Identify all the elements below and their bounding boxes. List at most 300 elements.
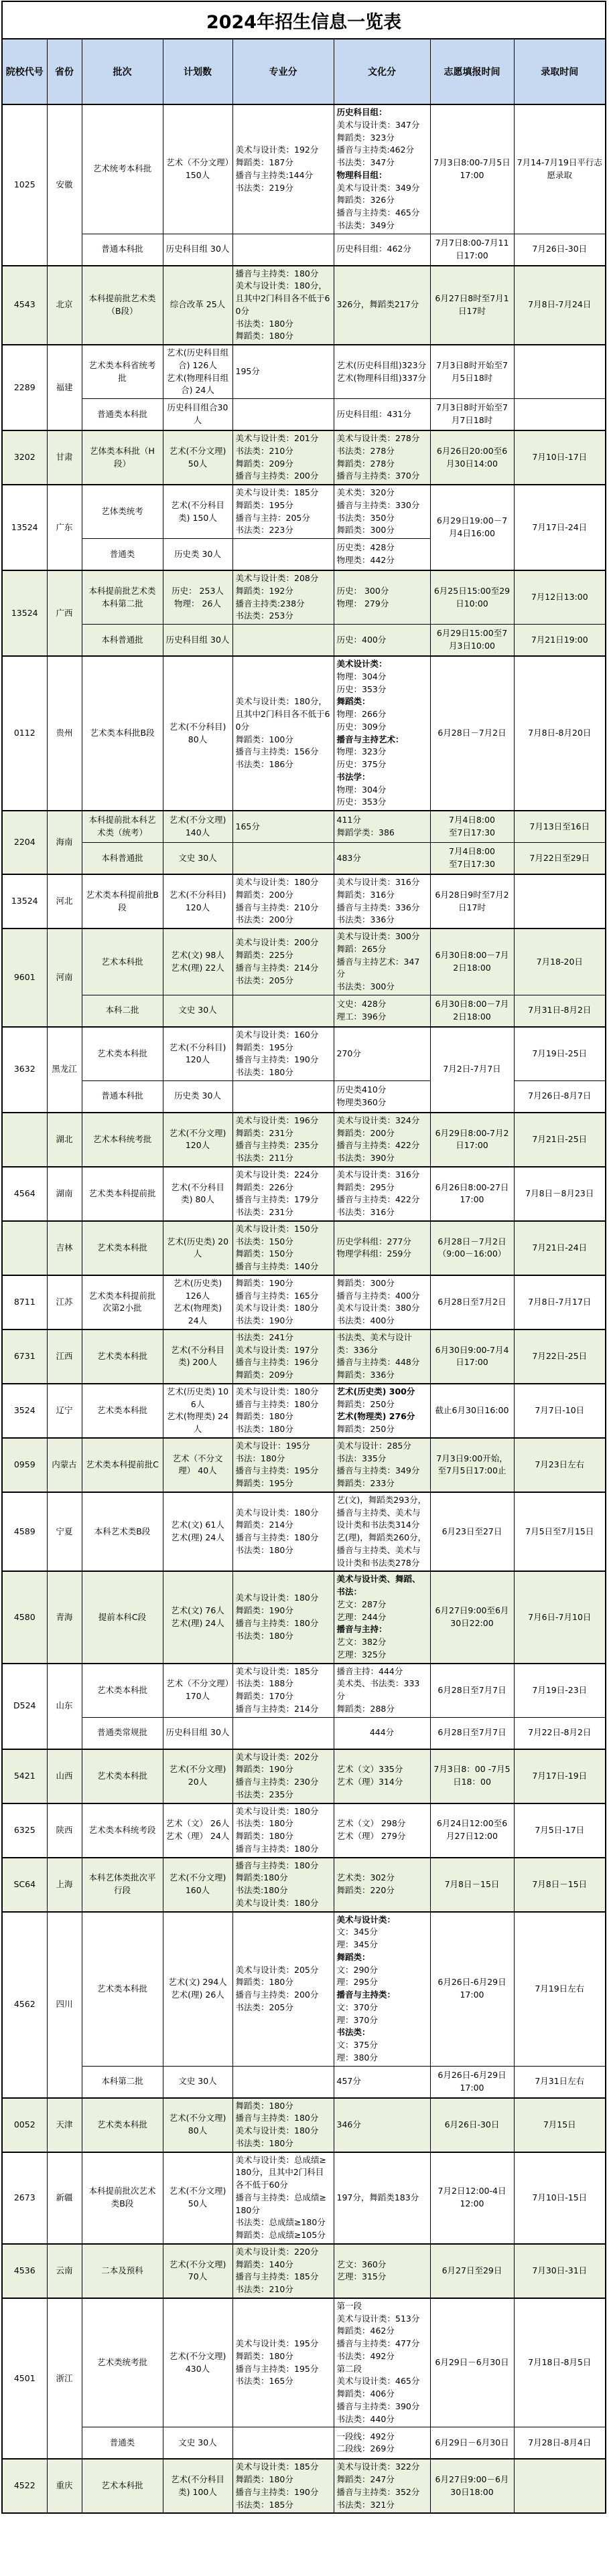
table-row bbox=[2, 995, 606, 1027]
cell-major-score bbox=[232, 995, 334, 1027]
cell-admission-time: 7月18-20日 bbox=[514, 929, 606, 995]
table-row bbox=[2, 345, 606, 399]
cell-province: 四川 bbox=[47, 1912, 82, 2098]
cell-batch: 艺体类统考 bbox=[82, 485, 163, 539]
cell-major-score: 美术与设计类：192分 舞蹈类：187分 播音与主持类:144分 书法类：219分 bbox=[232, 104, 334, 234]
cell-batch: 普通本科批 bbox=[82, 234, 163, 266]
cell-apply-time: 6月27日9:00至6月30日22:00 bbox=[430, 1571, 514, 1663]
table-row bbox=[2, 399, 606, 431]
table-row bbox=[2, 1664, 606, 1718]
cell-province: 湖南 bbox=[47, 1167, 82, 1221]
cell-culture-score: 411分 舞蹈学类：386 bbox=[334, 811, 430, 843]
cell-school-code bbox=[2, 1113, 47, 1167]
col-plan-count: 计划数 bbox=[163, 39, 232, 104]
cell-batch: 本科艺体类批次平行段 bbox=[82, 1858, 163, 1912]
cell-admission-time: 7月22日-8月2日 bbox=[514, 1717, 606, 1749]
cell-culture-score: 历史学科组：277分 物理学科组：259分 bbox=[334, 1221, 430, 1275]
cell-batch: 本科提前批艺术类（B段） bbox=[82, 266, 163, 345]
cell-admission-time: 7月18日-8月5日 bbox=[514, 2298, 606, 2427]
table-row bbox=[2, 104, 606, 234]
cell-plan-count: 艺术(不分文理) 70人 bbox=[163, 2244, 232, 2298]
cell-apply-time: 6月26日8:00-27日17:00 bbox=[430, 1167, 514, 1221]
cell-batch: 艺术类本科批 bbox=[82, 1664, 163, 1718]
cell-admission-time: 7月17日-19日 bbox=[514, 1749, 606, 1803]
cell-school-code: 5421 bbox=[2, 1749, 47, 1803]
table-row bbox=[2, 1330, 606, 1384]
cell-apply-time: 6月29日19:00－7月4日16:00 bbox=[430, 485, 514, 570]
cell-plan-count: 历史科目组 30人 bbox=[163, 625, 232, 657]
cell-province: 青海 bbox=[47, 1571, 82, 1663]
cell-culture-score: 艺(文)，舞蹈类293分， 播音与主持类、美术与设计类和书法类314分 艺(理)，舞蹈类260分， 播音与主持类、美术与设计类和书法类278分 bbox=[334, 1492, 430, 1572]
cell-school-code: 3632 bbox=[2, 1027, 47, 1113]
cell-admission-time: 7月22日-25日 bbox=[514, 1330, 606, 1384]
table-row bbox=[2, 1113, 606, 1167]
cell-school-code: 4562 bbox=[2, 1912, 47, 2098]
cell-admission-time: 7月21日-24日 bbox=[514, 1221, 606, 1275]
cell-apply-time: 6月28日－7月2日 （9:00－16:00） bbox=[430, 1221, 514, 1275]
table-row bbox=[2, 266, 606, 345]
cell-batch: 艺术类本科提前批次第2小批 bbox=[82, 1275, 163, 1330]
cell-culture-score: 美术与设计类：278分 书法类：278分 舞蹈类：278分 播音与主持类：370分 bbox=[334, 430, 430, 485]
cell-batch: 普通类 bbox=[82, 2427, 163, 2460]
cell-culture-score: 美术与设计类： 文：345分 理：345分 舞蹈类： 文：290分 理：295分 播音与主持类： 文：370分 理：370分 书法类： 文：375分 理：380分 bbox=[334, 1912, 430, 2067]
cell-apply-time: 6月26日-6月29日 17:00 bbox=[430, 2066, 514, 2098]
cell-major-score: 美术与设计类：200分 舞蹈类：225分 播音与主持类：214分 书法类：205分 bbox=[232, 929, 334, 995]
cell-school-code bbox=[2, 1221, 47, 1275]
cell-plan-count: 综合改革 25人 bbox=[163, 266, 232, 345]
cell-school-code: 0052 bbox=[2, 2098, 47, 2152]
cell-plan-count: 艺术（不分文理）170人 bbox=[163, 1664, 232, 1718]
cell-school-code: 13524 bbox=[2, 874, 47, 929]
cell-school-code: 4589 bbox=[2, 1492, 47, 1572]
cell-school-code: 0959 bbox=[2, 1438, 47, 1492]
cell-plan-count: 文史 30人 bbox=[163, 995, 232, 1027]
table-row bbox=[2, 1571, 606, 1663]
cell-culture-score: 326分，舞蹈类217分 bbox=[334, 266, 430, 345]
cell-admission-time bbox=[514, 345, 606, 399]
cell-plan-count: 历史科目组 30人 bbox=[163, 234, 232, 266]
cell-apply-time: 6月24日12:00至6月27日12:00 bbox=[430, 1803, 514, 1858]
cell-culture-score: 历史科目组： 美术与设计类：347分 舞蹈类：323分 播音与主持类:462分 书法类：347分 物理科目组： 美术与设计类：349分 舞蹈类：326分 播音与主持类：465分 书法类：349分 bbox=[334, 104, 430, 234]
cell-culture-score: 艺术（文） 298分 艺术（理） 279分 bbox=[334, 1803, 430, 1858]
cell-major-score: 165分 bbox=[232, 811, 334, 843]
cell-culture-score: 艺术(历史科目组)323分 艺术(物理科目组)337分 bbox=[334, 345, 430, 399]
cell-province: 北京 bbox=[47, 266, 82, 345]
cell-apply-time: 6月29日－6月30日 bbox=[430, 2298, 514, 2427]
table-row bbox=[2, 2298, 606, 2427]
cell-school-code: 3202 bbox=[2, 430, 47, 485]
cell-admission-time: 7月13日至16日 bbox=[514, 811, 606, 843]
cell-school-code: 0112 bbox=[2, 656, 47, 811]
cell-culture-score: 美术与设计类：322分 舞蹈类：247分 播音与主持类：352分 书法类：321分 bbox=[334, 2459, 430, 2513]
cell-school-code: 6325 bbox=[2, 1803, 47, 1858]
cell-admission-time: 7月8日-8月20日 bbox=[514, 656, 606, 811]
table-row bbox=[2, 929, 606, 995]
cell-plan-count: 文史 30人 bbox=[163, 843, 232, 875]
cell-admission-time: 7月21日19:00 bbox=[514, 625, 606, 657]
table-row bbox=[2, 485, 606, 539]
cell-apply-time: 6月28日－7月2日 bbox=[430, 656, 514, 811]
cell-admission-time: 7月10日-15日 bbox=[514, 2152, 606, 2244]
cell-major-score: 美术与设计类：180分 舞蹈类：190分 播音与主持类：180分 书法类：180分 bbox=[232, 1571, 334, 1663]
cell-culture-score: 457分 bbox=[334, 2066, 430, 2098]
cell-admission-time: 7月17日-24日 bbox=[514, 485, 606, 570]
cell-culture-score: 文史：428分 理工：396分 bbox=[334, 995, 430, 1027]
cell-school-code: 4580 bbox=[2, 1571, 47, 1663]
cell-major-score: 播音与主持类：180分 舞蹈类:180分 书法类:180分 美术与设计类：180分 bbox=[232, 1858, 334, 1912]
cell-province: 山西 bbox=[47, 1749, 82, 1803]
cell-batch: 艺术类本科批 bbox=[82, 1027, 163, 1081]
cell-culture-score: 历史类410分 物理类360分 bbox=[334, 1080, 430, 1113]
cell-batch: 本科提前批次艺术类B段 bbox=[82, 2152, 163, 2244]
cell-admission-time: 7月8日－15日 bbox=[514, 1858, 606, 1912]
table-row bbox=[2, 1492, 606, 1572]
cell-province: 陕西 bbox=[47, 1803, 82, 1858]
cell-admission-time: 7月26日-8月7日 bbox=[514, 1080, 606, 1113]
cell-apply-time: 6月28日至7月7日 bbox=[430, 1717, 514, 1749]
cell-plan-count: 艺术(不分文理) 140人 bbox=[163, 811, 232, 843]
cell-major-score: 美术与设计类：205分 舞蹈类：180分 播音与主持类：200分 书法类：205分 bbox=[232, 1912, 334, 2067]
table-row bbox=[2, 1749, 606, 1803]
cell-batch: 普通类本科批 bbox=[82, 399, 163, 431]
table-row bbox=[2, 1438, 606, 1492]
cell-culture-score: 第一段 美术与设计类：513分 舞蹈类：462分 播音与主持类：477分 书法类：492分 第二段 美术与设计类：465分 舞蹈类：406分 播音与主持类：390分 书法类：440分 bbox=[334, 2298, 430, 2427]
cell-admission-time: 7月5日-17日 bbox=[514, 1803, 606, 1858]
cell-culture-score: 美术设计类： 物理：304分 历史：353分 舞蹈类： 物理：266分 历史：309分 播音与主持艺术： 物理：323分 历史：375分 书法学： 物理：304分 历史：353分 bbox=[334, 656, 430, 811]
cell-batch: 本科第二批 bbox=[82, 2066, 163, 2098]
cell-batch: 普通本科批 bbox=[82, 1080, 163, 1113]
cell-batch: 艺术类本科批 bbox=[82, 1221, 163, 1275]
cell-batch: 艺术统考本科批 bbox=[82, 104, 163, 234]
cell-plan-count: 艺术(不分科目类) 100人 bbox=[163, 2459, 232, 2513]
cell-major-score: 美术与设计类：196分 舞蹈类：231分 播音与主持类：235分 书法类：211分 bbox=[232, 1113, 334, 1167]
table-row bbox=[2, 570, 606, 625]
cell-apply-time: 7月4日8:00 至7日17:30 bbox=[430, 811, 514, 843]
cell-apply-time: 7月4日8:00 至7日17:30 bbox=[430, 843, 514, 875]
cell-apply-time: 6月26日-6月29日 17:00 bbox=[430, 1912, 514, 2067]
cell-plan-count: 艺术(不分文理) 160人 bbox=[163, 1858, 232, 1912]
cell-plan-count: 艺术(文) 294人 艺术(理) 26人 bbox=[163, 1912, 232, 2067]
cell-school-code: 4501 bbox=[2, 2298, 47, 2460]
cell-admission-time: 7月31日左右 bbox=[514, 2066, 606, 2098]
table-row bbox=[2, 874, 606, 929]
table-row bbox=[2, 1275, 606, 1330]
cell-apply-time: 7月7日8:00-7月11日17:00 bbox=[430, 234, 514, 266]
cell-culture-score: 美术与设计类：300分 舞蹈：265分 播音与主持艺术：347分 书法类：300分 bbox=[334, 929, 430, 995]
cell-province: 黑龙江 bbox=[47, 1027, 82, 1113]
cell-plan-count: 艺术(不分科目类) 150人 bbox=[163, 485, 232, 539]
cell-major-score: 美术与设计：195分 书法：180分 播音与主持类：195分 舞蹈类：195分 bbox=[232, 1438, 334, 1492]
cell-plan-count: 艺术(不分文理) 20人 bbox=[163, 1749, 232, 1803]
cell-school-code: 1025 bbox=[2, 104, 47, 266]
table-row bbox=[2, 1080, 606, 1113]
cell-major-score bbox=[232, 234, 334, 266]
cell-plan-count: 艺术(不分科目) 80人 bbox=[163, 656, 232, 811]
cell-major-score bbox=[232, 2427, 334, 2460]
cell-batch: 本科普通批 bbox=[82, 625, 163, 657]
cell-batch: 艺术类本科批 bbox=[82, 1384, 163, 1438]
cell-major-score: 美术与设计类：160分 舞蹈类：195分 播音与主持类：190分 书法类：180分 bbox=[232, 1027, 334, 1081]
cell-batch: 提前本科C段 bbox=[82, 1571, 163, 1663]
cell-major-score: 美术与设计类：180分 舞蹈类：214分 播音与主持类：180分 书法类：180分 bbox=[232, 1492, 334, 1572]
cell-batch: 艺术类本科统考段 bbox=[82, 1803, 163, 1858]
cell-batch: 艺术类本科批 bbox=[82, 2098, 163, 2152]
cell-admission-time: 7月30日-31日 bbox=[514, 2244, 606, 2298]
cell-major-score: 美术与设计类：180分，且其中2门科目各不低于60分 舞蹈类：100分 播音与主持类：156分 书法类：186分 bbox=[232, 656, 334, 811]
cell-plan-count: 艺术（不分文理）150人 bbox=[163, 104, 232, 234]
cell-apply-time: 6月28日至7月7日 bbox=[430, 1664, 514, 1718]
cell-major-score: 舞蹈类：180分 播音与主持类：180分 美术与设计类：180分 书法类：180分 bbox=[232, 2098, 334, 2152]
col-school-code: 院校代号 bbox=[2, 39, 47, 104]
cell-plan-count: 艺术(不分科目) 120人 bbox=[163, 874, 232, 929]
cell-culture-score: 历史科目组：431分 bbox=[334, 399, 430, 431]
cell-batch: 艺术类本科批 bbox=[82, 1749, 163, 1803]
cell-culture-score: 美术与设计：285分 书法：335分 播音与主持类：349分 舞蹈类：233分 bbox=[334, 1438, 430, 1492]
cell-school-code: 4564 bbox=[2, 1167, 47, 1221]
cell-province: 辽宁 bbox=[47, 1384, 82, 1438]
cell-apply-time: 6月29日8:00-7月2日17:00 bbox=[430, 1113, 514, 1167]
table-body bbox=[2, 104, 606, 2513]
cell-batch: 艺术类本科提前批B段 bbox=[82, 874, 163, 929]
cell-province: 湖北 bbox=[47, 1113, 82, 1167]
cell-plan-count: 历史科目组合30人 bbox=[163, 399, 232, 431]
cell-province: 江苏 bbox=[47, 1275, 82, 1330]
cell-admission-time: 7月8日-7月24日 bbox=[514, 266, 606, 345]
cell-batch: 本科艺术类B段 bbox=[82, 1492, 163, 1572]
cell-admission-time bbox=[514, 874, 606, 929]
cell-major-score: 美术与设计类：185分 舞蹈类：195分 播音与主持：205分 书法类：223分 bbox=[232, 485, 334, 539]
col-batch: 批次 bbox=[82, 39, 163, 104]
table-row bbox=[2, 2098, 606, 2152]
cell-province: 广东 bbox=[47, 485, 82, 570]
cell-plan-count: 历史类 30人 bbox=[163, 1080, 232, 1113]
cell-province: 河南 bbox=[47, 929, 82, 1027]
cell-major-score: 美术与设计类：224分 舞蹈类：226分 播音与主持类：179分 书法类：231分 bbox=[232, 1167, 334, 1221]
cell-admission-time: 7月19日左右 bbox=[514, 1912, 606, 2067]
cell-culture-score: 美术与设计类、舞蹈、书法： 艺文：287分 艺理：244分 播音与主持： 艺文：382分 艺理：325分 bbox=[334, 1571, 430, 1663]
cell-major-score: 播音与主持类：180分 美术与设计类：180分，且其中2门科目各不低于60分 书法类：180分 舞蹈类：180分 bbox=[232, 266, 334, 345]
cell-plan-count: 艺术(历史科目组合) 126人 艺术(物理科目组合) 24人 bbox=[163, 345, 232, 399]
table-row bbox=[2, 625, 606, 657]
cell-major-score: 美术与设计类：220分 舞蹈类：140分 播音与主持类：185分 书法类：210分 bbox=[232, 2244, 334, 2298]
cell-culture-score: 历史科目组：462分 bbox=[334, 234, 430, 266]
cell-province: 天津 bbox=[47, 2098, 82, 2152]
table-row bbox=[2, 1912, 606, 2067]
table-row bbox=[2, 656, 606, 811]
cell-plan-count: 艺术(不分科目) 120人 bbox=[163, 1027, 232, 1081]
cell-major-score: 美术与设计类：208分 舞蹈类：192分 播音主持类:238分 书法类：253分 bbox=[232, 570, 334, 625]
cell-batch: 二本及预科 bbox=[82, 2244, 163, 2298]
cell-admission-time: 7月8日－8月23日 bbox=[514, 1167, 606, 1221]
page-title: 2024年招生信息一览表 bbox=[2, 1, 606, 39]
cell-apply-time: 6月30日9:00-7月4日17:00 bbox=[430, 1330, 514, 1384]
cell-batch: 艺体类本科批（H段） bbox=[82, 430, 163, 485]
table-row bbox=[2, 1221, 606, 1275]
cell-batch: 艺术类本科批 bbox=[82, 1912, 163, 2067]
cell-major-score: 美术与设计类：150分 书法类：150分 舞蹈类：150分 播音与主持类：140分 bbox=[232, 1221, 334, 1275]
cell-major-score: 美术与设计类：185分 书法类：188分 舞蹈类：170分 播音与主持类：214分 bbox=[232, 1664, 334, 1718]
cell-apply-time: 6月27日8时至7月1日17时 bbox=[430, 266, 514, 345]
table-row bbox=[2, 1803, 606, 1858]
cell-admission-time bbox=[514, 399, 606, 431]
col-apply-time: 志愿填报时间 bbox=[430, 39, 514, 104]
cell-province: 甘肃 bbox=[47, 430, 82, 485]
table-row bbox=[2, 2427, 606, 2460]
cell-school-code: 6731 bbox=[2, 1330, 47, 1384]
cell-plan-count: 艺术(文) 98人 艺术(理) 22人 bbox=[163, 929, 232, 995]
cell-admission-time: 7月22日至29日 bbox=[514, 843, 606, 875]
cell-culture-score: 历史：400分 bbox=[334, 625, 430, 657]
cell-batch: 艺术类本科批 bbox=[82, 1330, 163, 1384]
table-row bbox=[2, 2066, 606, 2098]
cell-culture-score: 270分 bbox=[334, 1027, 430, 1081]
cell-culture-score: 艺术(历史类) 300分 舞蹈类：250分 艺术(物理类) 276分 舞蹈类：250分 bbox=[334, 1384, 430, 1438]
cell-batch: 本科二批 bbox=[82, 995, 163, 1027]
cell-plan-count: 文史 30人 bbox=[163, 2066, 232, 2098]
cell-batch: 普通类 bbox=[82, 539, 163, 571]
cell-province: 广西 bbox=[47, 570, 82, 656]
cell-apply-time: 6月28日至7月2日 bbox=[430, 1275, 514, 1330]
cell-admission-time: 7月6日-7月10日 bbox=[514, 1571, 606, 1663]
cell-culture-score: 舞蹈类：300分 播音与主持类：400分 美术与设计类：380分 书法类：400分 bbox=[334, 1275, 430, 1330]
cell-plan-count: 艺术(历史类) 106人 艺术(物理类) 24人 bbox=[163, 1384, 232, 1438]
cell-apply-time: 7月3日8时开始至7月7日18时 bbox=[430, 399, 514, 431]
cell-major-score bbox=[232, 1080, 334, 1113]
cell-culture-score: 美术与设计类：316分 舞蹈类：316分 播音与主持类：336分 书法类：336分 bbox=[334, 874, 430, 929]
cell-batch: 艺术类本科省统考批 bbox=[82, 345, 163, 399]
cell-batch: 艺术类本科提前批 bbox=[82, 1167, 163, 1221]
cell-major-score bbox=[232, 625, 334, 657]
cell-province: 云南 bbox=[47, 2244, 82, 2298]
cell-major-score: 美术与设计类：总成绩≥180分，且其中2门科目各不低于60分 播音与主持类：总成绩≥180分 书法类：总成绩≥180分 舞蹈类：总成绩≥105分 bbox=[232, 2152, 334, 2244]
cell-province: 福建 bbox=[47, 345, 82, 430]
cell-culture-score: 书法类、美术与设计类：336分 播音与主持类：448分 舞蹈类：336分 bbox=[334, 1330, 430, 1384]
cell-apply-time: 6月26日-30日 bbox=[430, 2098, 514, 2152]
cell-province: 贵州 bbox=[47, 656, 82, 811]
cell-plan-count: 艺术(不分文理) 120人 bbox=[163, 1113, 232, 1167]
table-row bbox=[2, 811, 606, 843]
cell-batch: 艺术类本科提前批C bbox=[82, 1438, 163, 1492]
cell-apply-time: 6月28日9时至7月2日17时 bbox=[430, 874, 514, 929]
cell-major-score: 美术与设计类：195分 舞蹈类：180分 播音与主持类：195分 书法类：165分 bbox=[232, 2298, 334, 2427]
cell-province: 安徽 bbox=[47, 104, 82, 266]
table-row bbox=[2, 2459, 606, 2513]
cell-culture-score: 346分 bbox=[334, 2098, 430, 2152]
cell-plan-count: 历史科目组 30人 bbox=[163, 1717, 232, 1749]
cell-admission-time: 7月28日-8月4日 bbox=[514, 2427, 606, 2460]
cell-plan-count: 艺术(文) 61人 艺术(理) 24人 bbox=[163, 1492, 232, 1572]
cell-plan-count: 艺术(不分文理) 430人 bbox=[163, 2298, 232, 2427]
cell-major-score bbox=[232, 1717, 334, 1749]
cell-batch: 本科提前批本科艺术类（统考） bbox=[82, 811, 163, 843]
cell-apply-time: 7月2日-7月7日 bbox=[430, 1027, 514, 1113]
cell-batch: 普通类常规批 bbox=[82, 1717, 163, 1749]
cell-admission-time: 7月19日-23日 bbox=[514, 1664, 606, 1718]
cell-school-code: 13524 bbox=[2, 485, 47, 570]
cell-culture-score: 一段线：492分 二段线：269分 bbox=[334, 2427, 430, 2460]
col-culture-score: 文化分 bbox=[334, 39, 430, 104]
table-row bbox=[2, 1717, 606, 1749]
cell-admission-time: 7月19日-25日 bbox=[514, 1027, 606, 1081]
cell-province: 浙江 bbox=[47, 2298, 82, 2460]
cell-major-score bbox=[232, 399, 334, 431]
cell-school-code: SC64 bbox=[2, 1858, 47, 1912]
cell-apply-time: 6月29日15:00至7月3日10:00 bbox=[430, 625, 514, 657]
cell-major-score: 美术与设计类：185分 舞蹈类：180分 播音与主持类：190分 书法类：185分 bbox=[232, 2459, 334, 2513]
cell-culture-score: 艺术（文）335分 艺术（理）314分 bbox=[334, 1749, 430, 1803]
cell-culture-score: 197分，舞蹈类183分 bbox=[334, 2152, 430, 2244]
cell-province: 海南 bbox=[47, 811, 82, 874]
cell-admission-time: 7月12日13:00 bbox=[514, 570, 606, 625]
cell-plan-count: 历史： 253人 物理： 26人 bbox=[163, 570, 232, 625]
cell-apply-time: 7月3日8:00-7月5日17:00 bbox=[430, 104, 514, 234]
cell-province: 江西 bbox=[47, 1330, 82, 1384]
cell-admission-time: 7月5日至7月15日 bbox=[514, 1492, 606, 1572]
cell-apply-time: 6月27日至29日 bbox=[430, 2244, 514, 2298]
cell-apply-time: 7月3日8：00 -7月5日18：00 bbox=[430, 1749, 514, 1803]
cell-major-score: 美术与设计类：180分 书法类：180分 舞蹈类：180分 播音与主持类：180分 bbox=[232, 1803, 334, 1858]
cell-province: 上海 bbox=[47, 1858, 82, 1912]
cell-school-code: 8711 bbox=[2, 1275, 47, 1330]
cell-province: 河北 bbox=[47, 874, 82, 929]
cell-plan-count: 文史 30人 bbox=[163, 2427, 232, 2460]
table-row bbox=[2, 1858, 606, 1912]
table-row bbox=[2, 2244, 606, 2298]
cell-major-score: 舞蹈类：190分 播音与主持类：165分 美术与设计类：180分 书法类：190分 bbox=[232, 1275, 334, 1330]
cell-plan-count: 历史类 30人 bbox=[163, 539, 232, 571]
cell-school-code: D524 bbox=[2, 1664, 47, 1749]
cell-apply-time: 6月30日8:00－7月2日18:00 bbox=[430, 929, 514, 995]
cell-major-score: 美术与设计类：201分 书法类：210分 舞蹈类：209分 播音与主持类：200分 bbox=[232, 430, 334, 485]
cell-major-score bbox=[232, 2066, 334, 2098]
cell-major-score bbox=[232, 843, 334, 875]
cell-admission-time: 7月21日-25日 bbox=[514, 1113, 606, 1167]
cell-province: 山东 bbox=[47, 1664, 82, 1749]
cell-batch: 艺术本科统考批 bbox=[82, 1113, 163, 1167]
cell-culture-score: 历史： 300分 物理： 279分 bbox=[334, 570, 430, 625]
cell-school-code: 2289 bbox=[2, 345, 47, 430]
cell-admission-time: 7月23日左右 bbox=[514, 1438, 606, 1492]
cell-batch: 艺术类统考批 bbox=[82, 2298, 163, 2427]
cell-culture-score: 美术与设计类：324分 舞蹈类：200分 播音与主持类：422分 书法类：390分 bbox=[334, 1113, 430, 1167]
table-row bbox=[2, 2152, 606, 2244]
cell-batch: 艺术本科批 bbox=[82, 929, 163, 995]
cell-batch: 本科普通批 bbox=[82, 843, 163, 875]
cell-admission-time: 7月26日-30日 bbox=[514, 234, 606, 266]
cell-school-code: 3524 bbox=[2, 1384, 47, 1438]
cell-province: 宁夏 bbox=[47, 1492, 82, 1572]
table-row bbox=[2, 843, 606, 875]
cell-batch: 本科提前批艺术类 本科第二批 bbox=[82, 570, 163, 625]
cell-plan-count: 艺术(历史类) 126人 艺术(物理类) 24人 bbox=[163, 1275, 232, 1330]
cell-school-code: 9601 bbox=[2, 929, 47, 1027]
table-row bbox=[2, 234, 606, 266]
cell-province: 重庆 bbox=[47, 2459, 82, 2513]
table-header bbox=[2, 1, 606, 104]
cell-batch: 艺术类本科批B段 bbox=[82, 656, 163, 811]
column-header-row bbox=[2, 39, 606, 104]
cell-school-code: 4522 bbox=[2, 2459, 47, 2513]
cell-province: 吉林 bbox=[47, 1221, 82, 1275]
cell-admission-time: 7月7日-10日 bbox=[514, 1384, 606, 1438]
table-row bbox=[2, 1384, 606, 1438]
cell-apply-time: 7月8日－15日 bbox=[430, 1858, 514, 1912]
cell-plan-count: 艺术(不分科目类) 200人 bbox=[163, 1330, 232, 1384]
page bbox=[1, 0, 608, 2514]
cell-plan-count: 艺术(文) 76人 艺术(理) 24人 bbox=[163, 1571, 232, 1663]
cell-apply-time: 7月2日12:00-4日 12:00 bbox=[430, 2152, 514, 2244]
table-row bbox=[2, 1027, 606, 1081]
